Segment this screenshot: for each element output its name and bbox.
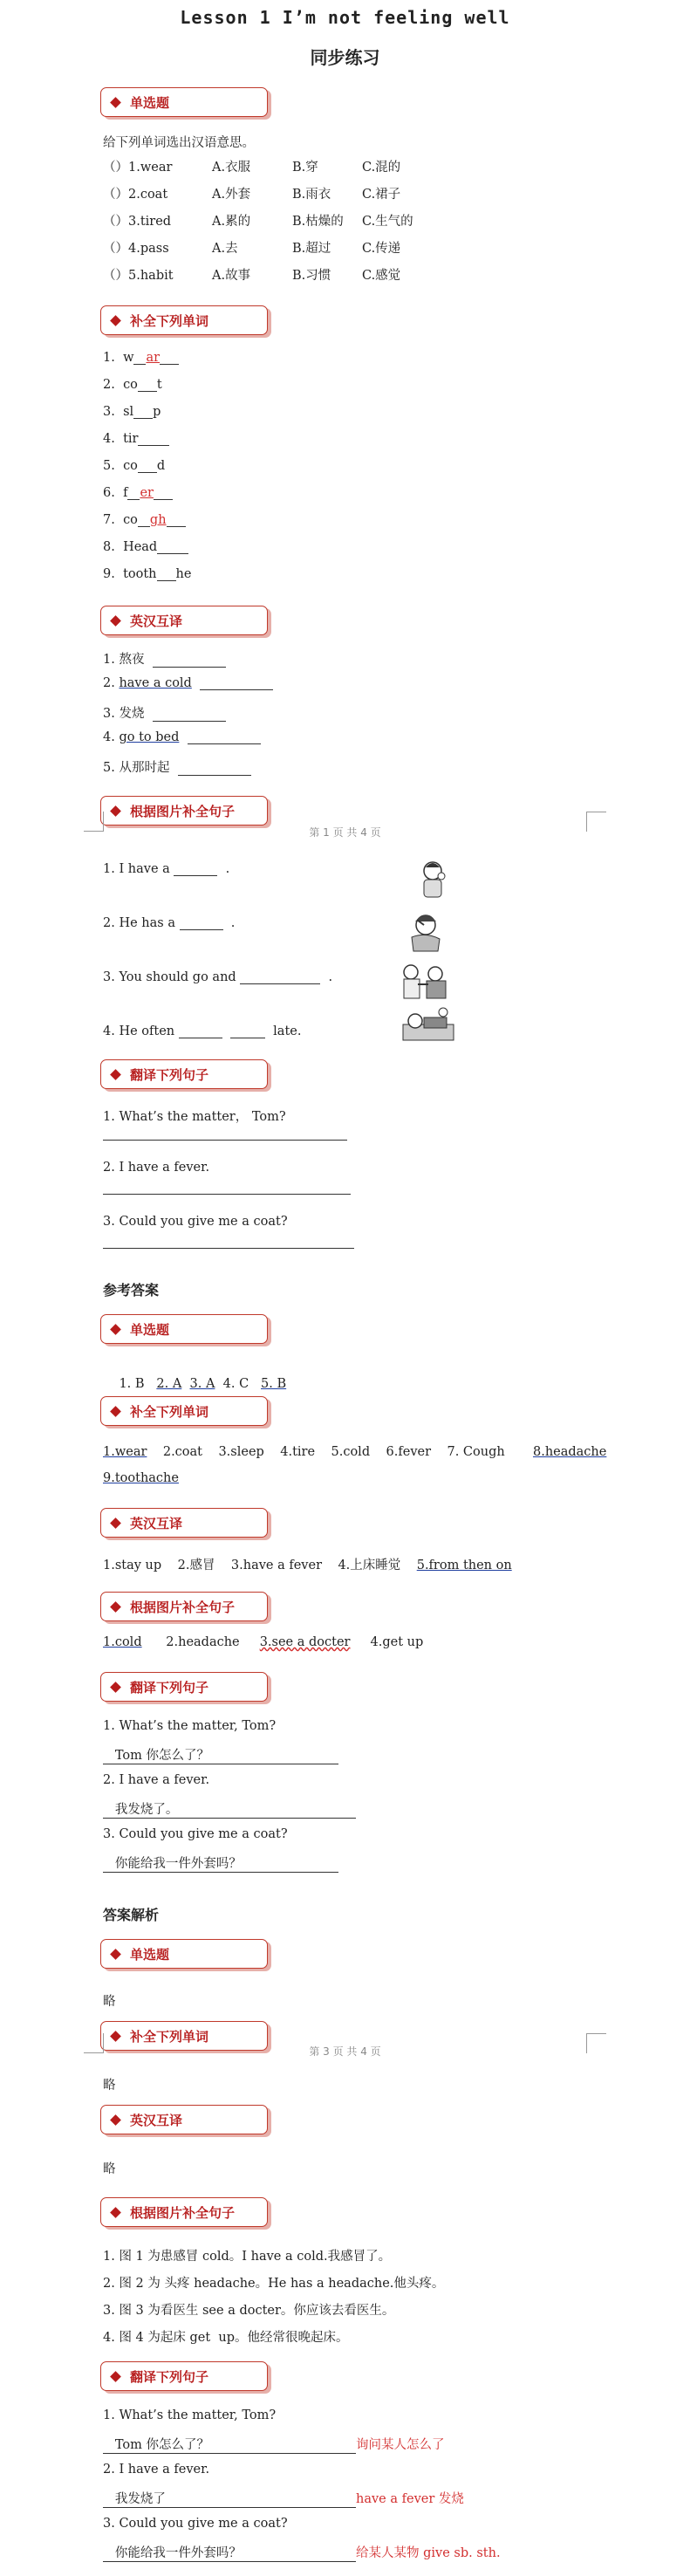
explanation-translation: 我发烧了 have a fever 发烧 (103, 2489, 464, 2508)
answer-question: 3. Could you give me a coat? (103, 1827, 288, 1841)
diamond-icon (110, 2207, 121, 2218)
diamond-icon (110, 1601, 121, 1613)
doctor-picture (397, 962, 453, 1002)
page-footer: 第 1 页 共 4 页 (309, 826, 381, 839)
section-header-picture: 根据图片补全句子 (100, 796, 268, 826)
diamond-icon (110, 2031, 121, 2042)
crop-mark (586, 812, 606, 832)
section-header-translate: 英汉互译 (100, 1508, 268, 1538)
explanation-picture: 4. 图 4 为起床 get up。他经常很晚起床。 (103, 2331, 349, 2345)
answer-row-translate: 1.stay up 2.感冒 3.have a fever 4.上床睡觉 5.from then on (103, 1559, 512, 1572)
explanation-question: 1. What’s the matter, Tom? (103, 2408, 277, 2422)
diamond-icon (110, 1682, 121, 1693)
q1-row: （）5.habit A.故事 B.习惯 C.感觉 (103, 269, 401, 283)
q3-row: 5. 从那时起 (103, 757, 251, 776)
analysis-fill-words: 略 (103, 2079, 116, 2093)
q2-row: 1. w ar (103, 351, 179, 365)
answer-line (103, 1194, 351, 1195)
q2-row: 5. co d (103, 459, 166, 473)
q5-question: 1. What’s the matter， Tom? (103, 1110, 286, 1124)
answer-row-fill-words-2: 9.toothache (103, 1471, 179, 1485)
answer-question: 1. What’s the matter, Tom? (103, 1719, 277, 1733)
analysis-translate: 略 (103, 2162, 116, 2176)
crop-mark (84, 2033, 104, 2053)
q1-row: （）3.tired A.累的 B.枯燥的 C.生气的 (103, 215, 413, 229)
diamond-icon (110, 615, 121, 627)
section-header-picture: 根据图片补全句子 (100, 1592, 268, 1621)
doc-subtitle: 同步练习 (310, 47, 380, 68)
diamond-icon (110, 1949, 121, 1960)
analysis-single: 略 (103, 1995, 116, 2009)
explanation-question: 3. Could you give me a coat? (103, 2517, 288, 2531)
section-header-single: 单选题 (100, 87, 268, 117)
answer-question: 2. I have a fever. (103, 1773, 210, 1787)
diamond-icon (110, 1518, 121, 1529)
analysis-title: 答案解析 (103, 1907, 160, 1923)
answer-row-fill-words: 1.wear 2.coat 3.sleep 4.tire 5.cold 6.fever 7. Cough 8.headache (103, 1445, 607, 1459)
q1-row: （）2.coat A.外套 B.雨衣 C.裙子 (103, 188, 401, 202)
q5-question: 3. Could you give me a coat? (103, 1215, 288, 1229)
section-header-sentences: 翻译下列句子 (100, 2361, 268, 2391)
section-header-fill-words: 补全下列单词 (100, 2021, 268, 2051)
explanation-translation: 你能给我一件外套吗？ 给某人某物 give sb. sth. (103, 2543, 501, 2562)
q1-row: （）4.pass A.去 B.超过 C.传递 (103, 242, 401, 256)
crop-mark (586, 2033, 606, 2053)
q5-question: 2. I have a fever. (103, 1161, 210, 1175)
q3-row: 2. have a cold (103, 676, 273, 690)
diamond-icon (110, 805, 121, 817)
cold-boy-picture (412, 859, 450, 901)
answer-line (103, 1248, 354, 1249)
q4-row: 1. I have a . (103, 862, 230, 876)
explanation-translation: Tom 你怎么了？ 询问某人怎么了 (103, 2435, 445, 2454)
diamond-icon (110, 315, 121, 326)
explanation-picture: 2. 图 2 为 头疼 headache。He has a headache.他头疼。 (103, 2277, 445, 2291)
late-bed-picture (400, 1005, 457, 1045)
lesson-title: Lesson 1 I’m not feeling well (180, 7, 510, 28)
q2-row: 9. tooth he (103, 567, 192, 581)
crop-mark (84, 812, 104, 832)
q3-row: 1. 熬夜 (103, 649, 226, 668)
page-footer: 第 3 页 共 4 页 (309, 2045, 381, 2058)
q3-row: 3. 发烧 (103, 703, 226, 722)
q4-row: 4. He often late. (103, 1024, 302, 1038)
diamond-icon (110, 1324, 121, 1335)
answer-row-single: 1. B 2. A 3. A 4. C 5. B (119, 1377, 287, 1391)
reference-answer-title: 参考答案 (103, 1282, 160, 1298)
section-header-fill-words: 补全下列单词 (100, 1396, 268, 1426)
section-header-single: 单选题 (100, 1939, 268, 1969)
section-header-fill-words: 补全下列单词 (100, 305, 268, 335)
q2-row: 2. co t (103, 378, 162, 392)
answer-row-picture: 1.cold 2.headache 3.see a docter 4.get up (103, 1635, 424, 1649)
diamond-icon (110, 1406, 121, 1417)
q1-intro: 给下列单词选出汉语意思。 (103, 136, 255, 150)
section-header-translate: 英汉互译 (100, 2105, 268, 2134)
q3-row: 4. go to bed (103, 730, 261, 744)
q2-row: 3. sl p (103, 405, 161, 419)
diamond-icon (110, 2114, 121, 2126)
section-header-sentences: 翻译下列句子 (100, 1672, 268, 1702)
explanation-picture: 1. 图 1 为患感冒 cold。I have a cold.我感冒了。 (103, 2250, 392, 2264)
answer-translation: Tom 你怎么了？ (103, 1745, 338, 1764)
diamond-icon (110, 1069, 121, 1080)
answer-translation: 你能给我一件外套吗？ (103, 1853, 338, 1873)
q2-row: 7. co gh (103, 513, 186, 527)
q2-row: 8. Head (103, 540, 188, 554)
explanation-question: 2. I have a fever. (103, 2463, 210, 2477)
q2-row: 4. tir (103, 432, 169, 446)
section-header-translate: 英汉互译 (100, 606, 268, 635)
explanation-picture: 3. 图 3 为看医生 see a docter。你应该去看医生。 (103, 2304, 395, 2318)
diamond-icon (110, 97, 121, 108)
q1-row: （）1.wear A.衣服 B.穿 C.混的 (103, 161, 401, 175)
section-header-picture: 根据图片补全句子 (100, 2197, 268, 2227)
q2-row: 6. f er (103, 486, 173, 500)
diamond-icon (110, 2371, 121, 2382)
answer-translation: 我发烧了。 (103, 1799, 356, 1819)
section-header-single: 单选题 (100, 1314, 268, 1344)
q4-row: 3. You should go and . (103, 970, 333, 984)
answer-line (103, 1140, 347, 1141)
q4-row: 2. He has a . (103, 916, 236, 930)
headache-picture (406, 911, 445, 953)
section-header-sentences: 翻译下列句子 (100, 1059, 268, 1089)
